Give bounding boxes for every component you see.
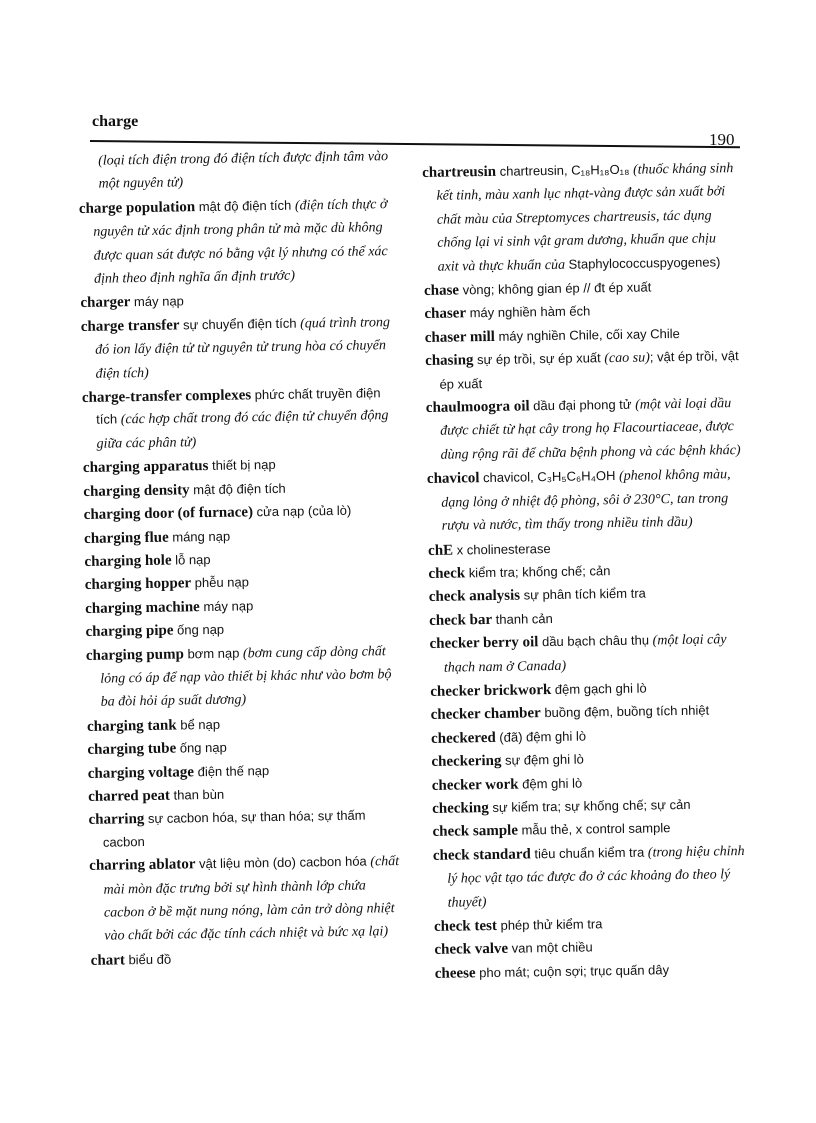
entry-definition: máy nạp [199,598,254,614]
entry-headword: charging hole [84,552,172,570]
entry-headword: cheese [434,965,476,982]
header-rule [90,140,740,148]
entry-definition: chartreusin, C₁₈H₁₈O₁₈ [495,161,634,179]
entry-headword: charge-transfer complexes [81,387,252,407]
entry-definition: mật độ điện tích [195,197,296,214]
entry-definition: sự đệm ghi lò [501,751,584,768]
entry-headword: checker work [431,776,519,794]
entry-definition: lỗ nạp [171,551,211,568]
entry-note: (loại tích điện trong đó điện tích được định tâm vào một nguyên tử) [98,149,389,193]
entry-headword: chasing [425,352,474,370]
entry-definition: mật độ điện tích [189,480,286,497]
entry-note: (quá trình trong đó ion lấy điện tử từ nguyên tử trung hòa có chuyển điện tích) [95,314,391,382]
entry-headword: checker berry oil [429,634,539,653]
entry-definition: sự phân tích kiểm tra [519,585,646,603]
entry-headword: checkering [431,752,502,771]
entry-headword: charging apparatus [82,458,209,477]
entry-definition: sự chuyển điện tích [179,315,301,333]
entry-headword: charring ablator [89,856,196,875]
dictionary-entry [422,157,739,279]
entry-headword: charging machine [85,598,200,617]
entry-note: (chất mài mòn đặc trưng bởi sự hình thành lớp chứa cacbon ở bề mặt nung nóng, làm cản trở dòng nhiệt vào chất bởi các đặc tính cách nhiệt và bức xạ lại) [103,854,400,945]
dictionary-entry [79,193,395,292]
entry-definition: dầu bạch châu thụ [538,632,653,650]
entry-definition: x cholinesterase [452,540,551,558]
dictionary-entry [435,958,750,985]
entry-definition: bể nạp [176,716,221,733]
entry-headword: charging flue [83,529,169,547]
entry-headword: charging tube [87,740,177,759]
dictionary-entry [91,945,406,972]
entry-headword: chase [423,282,460,300]
entry-headword: chaulmoogra oil [425,398,530,417]
entry-definition: điện thế nạp [193,762,270,779]
entry-definition: đệm ghi lò [518,775,583,792]
entry-definition-tail: ; vật ép trồi, vật ép xuất [439,348,739,392]
entry-headword: charring [88,811,145,829]
entry-note: (phenol không màu, dạng lỏng ở nhiệt độ phòng, sôi ở 230°C, tan trong rượu và nước, tìm thấy trong nhiều tinh dầu) [441,467,731,534]
entry-definition: đệm gạch ghi lò [551,680,647,697]
dictionary-entry [89,850,405,949]
entry-note: (một loại cây thạch nam ở Canada) [443,632,727,676]
right-column [422,157,750,986]
entry-headword: check test [433,917,498,935]
entry-definition: sự kiểm tra; sự khống chế; sự cản [488,796,691,815]
entry-definition: máy nghiền Chile, cối xay Chile [494,325,680,344]
entry-definition: mẫu thẻ, x control sample [517,820,671,838]
left-column [78,145,406,973]
dictionary-entry [429,628,745,680]
dictionary-entry [425,345,741,396]
entry-headword: charging voltage [87,763,195,782]
entry-definition: phễu nạp [190,574,250,591]
entry-definition: sự ép trồi, sự ép xuất [473,350,605,368]
entry-definition: biểu đồ [124,951,172,968]
entry-definition: tiêu chuẩn kiểm tra [530,844,648,862]
entry-definition: bơm nạp [183,645,244,661]
dictionary-entry [426,392,742,467]
entry-headword: check analysis [428,587,521,606]
entry-headword: chaser mill [424,328,496,346]
entry-headword: check standard [432,846,531,864]
dictionary-entry [82,382,398,456]
entry-definition: thiết bị nạp [208,457,276,474]
entry-definition: phép thử kiểm tra [496,916,603,933]
entry-definition-tail: Staphylococcuspyogenes) [564,253,721,272]
entry-definition: ống nạp [173,621,225,638]
entry-headword: chart [90,952,126,969]
entry-note: (bơm cung cấp dòng chất lỏng có áp để nạp vào thiết bị khác như vào bơm bộ ba đòi hỏi áp suất dương) [100,643,392,711]
entry-headword: charge transfer [80,317,180,335]
entry-headword: charge population [78,198,196,217]
entry-note: (cao su) [604,350,650,367]
entry-note: (điện tích thực ở nguyên tử xác định trong phân tử mà mặc dù không được quan sát được nó bằng vật lý nhưng có thể xác định theo định nghĩa ấn định trước) [93,196,388,287]
entry-note: (trong hiệu chỉnh lý học vật tạo tác được đo ở các khoảng đo theo lý thuyết) [447,843,745,911]
entry-note: (các hợp chất trong đó các điện tử chuyển động giữa các phân tử) [96,408,389,452]
entry-definition: máy nghiền hàm ếch [465,303,591,321]
entry-headword: checking [432,799,489,817]
entry-headword: charger [80,294,131,312]
dictionary-entry [86,640,402,715]
entry-headword: checkered [430,729,496,747]
entry-headword: checker brickwork [430,681,552,700]
dictionary-entry [81,311,397,386]
entry-headword: charging door (of furnace) [83,504,254,524]
entry-headword: charging hopper [84,575,192,594]
entry-definition: phức chất truyền điện tích [96,385,381,428]
entry-headword: check valve [434,941,509,959]
entry-headword: charging density [83,481,190,500]
entry-definition: vòng; không gian ép // đt ép xuất [458,279,652,298]
entry-definition: buồng đệm, buồng tích nhiệt [540,702,710,721]
entry-headword: check sample [432,822,519,841]
entry-definition: thanh cản [491,610,553,627]
entry-headword: chaser [424,305,467,323]
entry-note: (thuốc kháng sinh kết tinh, màu xanh lục nhạt-vàng được sản xuất bởi chất màu của Streptomyces chartreusis, tác dụng chống lại vi sinh vật gram dương, khuẩn que chịu axit và thực khuẩn của [436,161,734,275]
dictionary-entry [433,840,749,915]
entry-definition: van một chiều [507,939,593,957]
entry-definition: pho mát; cuộn sợi; trục quấn dây [475,962,670,981]
entry-definition: ống nạp [176,739,227,756]
entry-definition: than bùn [169,786,225,803]
page-number: 190 [709,130,735,149]
dictionary-entry [78,145,394,197]
entry-headword: charging pump [85,645,185,664]
entry-headword: chavicol [426,470,480,488]
entry-definition: dầu đại phong tử [529,396,636,414]
dictionary-entry [88,804,404,854]
entry-headword: chE [427,542,454,559]
entry-headword: charging tank [86,717,177,735]
entry-definition: cửa nạp (của lò) [252,502,352,520]
entry-definition: máy nạp [130,293,184,310]
entry-headword: check [428,565,466,582]
entry-headword: check bar [429,611,493,629]
entry-definition: sự cacbon hóa, sự than hóa; sự thấm cacbon [102,807,366,850]
entry-definition: chavicol, C₃H₅C₆H₄OH [479,468,620,486]
entry-definition: (đã) đệm ghi lò [495,728,587,745]
entry-headword: charging pipe [85,622,174,641]
entry-headword: checker chamber [430,705,541,724]
entry-definition: kiểm tra; khống chế; cản [465,562,611,581]
entry-definition: vật liệu mòn (do) cacbon hóa [195,853,371,872]
entry-headword: charred peat [88,787,171,805]
entry-definition: máng nạp [168,528,231,545]
running-head: charge [92,113,139,130]
dictionary-entry [427,463,743,538]
entry-headword: chartreusin [422,163,497,181]
entry-note: (một vài loại dầu được chiết từ hạt cây trong họ Flacourtiaceae, được dùng rộng rãi để chữa bệnh phong và các bệnh khác) [440,396,741,463]
